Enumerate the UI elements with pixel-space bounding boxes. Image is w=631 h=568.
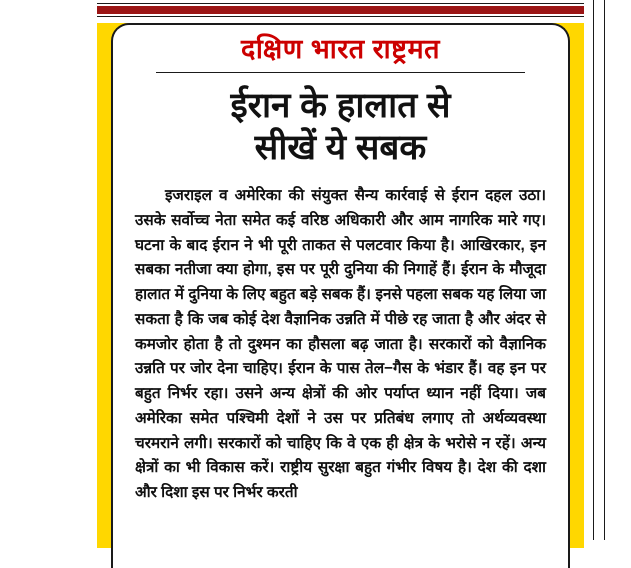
red-accent-bar bbox=[97, 6, 584, 14]
masthead-title: दक्षिण भारत राष्ट्रमत bbox=[241, 34, 440, 64]
article-headline bbox=[113, 73, 568, 170]
column-separator-rule-1 bbox=[593, 0, 594, 540]
top-rule-band bbox=[97, 3, 584, 17]
top-hairline-rule bbox=[97, 3, 584, 4]
masthead bbox=[113, 25, 568, 73]
bottom-hairline-rule bbox=[97, 16, 584, 17]
article-content-box bbox=[111, 23, 570, 568]
column-separator-rule-2 bbox=[604, 0, 605, 540]
article-yellow-frame bbox=[97, 23, 584, 548]
article-body-text: इजराइल व अमेरिका की संयुक्त सैन्य कार्रवाई से ईरान दहल उठा। उसके सर्वोच्च नेता समेत कई वरिष्ठ अधिकारी और आम नागरिक मारे गए। घटना के बाद ईरान ने भी पूरी ताकत से पलटवार किया है। आखिरकार, इन सबका नतीजा क्या होगा, इस पर पूरी दुनिया की निगाहें हैं। ईरान के मौजूदा हालात में दुनिया के लिए बहुत बड़े सबक हैं। इनसे पहला सबक यह लिया जा सकता है कि जब कोई देश वैज्ञानिक उन्नति में पीछे रह जाता है और अंदर से कमजोर होता है तो दुश्मन का हौसला बढ़ जाता है। सरकारों को वैज्ञानिक उन्नति पर जोर देना चाहिए। ईरान के पास तेल−गैस के भंडार हैं। वह इन पर बहुत निर्भर रहा। उसने अन्य क्षेत्रों की ओर पर्याप्त ध्यान नहीं दिया। जब अमेरिका समेत पश्चिमी देशों ने उस पर प्रतिबंध लगाए तो अर्थव्यवस्था चरमराने लगी। सरकारों को चाहिए कि वे एक ही क्षेत्र के भरोसे न रहें। अन्य क्षेत्रों का भी विकास करें। राष्ट्रीय सुरक्षा बहुत गंभीर विषय है। देश की दशा और दिशा इस पर निर्भर करती bbox=[135, 187, 546, 502]
headline-line-1: ईरान के हालात से bbox=[230, 85, 451, 125]
headline-line-2: सीखें ये सबक bbox=[254, 128, 427, 168]
